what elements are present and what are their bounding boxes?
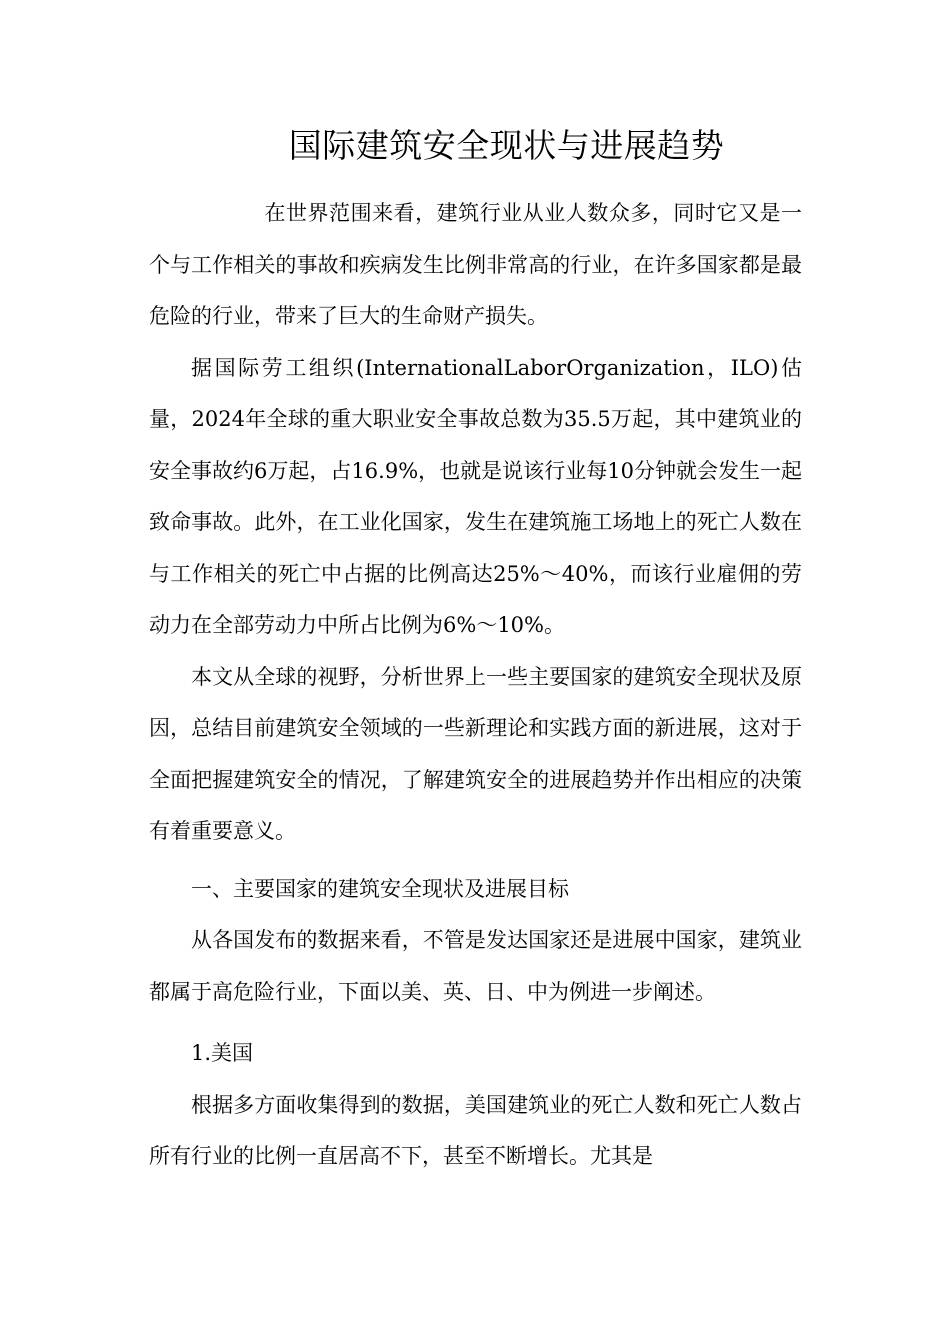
- paragraph-article-purpose: 本文从全球的视野，分析世界上一些主要国家的建筑安全现状及原因，总结目前建筑安全领域的一些新理论和实践方面的新进展，这对于全面把握建筑安全的情况，了解建筑安全的进展趋势并作出相应的决策有着重要意义。: [149, 664, 802, 843]
- paragraph-ilo-statistics: 据国际劳工组织(InternationalLaborOrganization，ILO)估量，2024年全球的重大职业安全事故总数为35.5万起，其中建筑业的安全事故约6万起，占16.9%，也就是说该行业每10分钟就会发生一起致命事故。此外，在工业化国家，发生在建筑施工场地上的死亡人数在与工作相关的死亡中占据的比例高达25%～40%，而该行业雇佣的劳动力在全部劳动力中所占比例为6%～10%。: [149, 355, 802, 637]
- document-title: 国际建筑安全现状与进展趋势: [288, 126, 725, 165]
- paragraph-usa-data: 根据多方面收集得到的数据，美国建筑业的死亡人数和死亡人数占所有行业的比例一直居高不下，甚至不断增长。尤其是: [149, 1092, 802, 1168]
- paragraph-intro: 在世界范围来看，建筑行业从业人数众多，同时它又是一个与工作相关的事故和疾病发生比例非常高的行业，在许多国家都是最危险的行业，带来了巨大的生命财产损失。: [149, 201, 802, 328]
- subsection-heading-usa: 1.美国: [191, 1041, 254, 1065]
- paragraph-country-overview: 从各国发布的数据来看，不管是发达国家还是进展中国家，建筑业都属于高危险行业，下面以美、英、日、中为例进一步阐述。: [149, 928, 802, 1004]
- section-heading-1: 一、主要国家的建筑安全现状及进展目标: [191, 876, 569, 901]
